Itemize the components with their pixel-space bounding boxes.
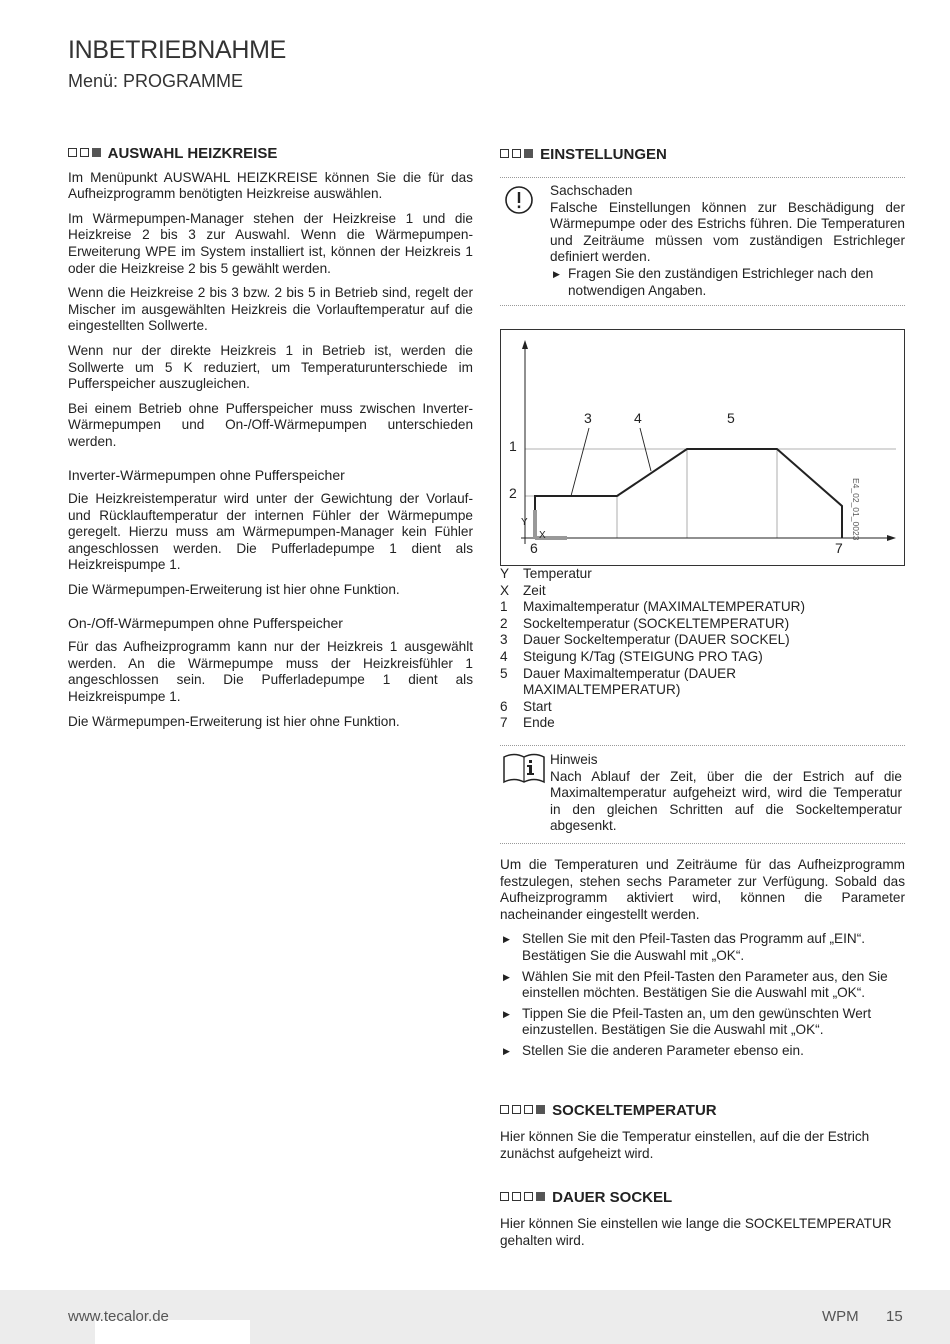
legend-item: 2 Sockeltemperatur (SOCKELTEMPERATUR) bbox=[500, 615, 790, 631]
paragraph: Die Heizkreistemperatur wird unter der Gewichtung der Vorlauf- und Rücklauftemperatur der internen Fühler der Wärmepumpe geregelt. Hierzu muss am Wärmepumpen-Manager kein Fühler angeschlossen werden. Die Pufferladepumpe 1 dient als Heizkreispumpe 1. bbox=[68, 491, 473, 573]
diagram-label-7: 7 bbox=[835, 540, 843, 556]
note-title: Hinweis bbox=[550, 752, 598, 767]
warning-text: Falsche Einstellungen können zur Beschädigung der Wärmepumpe oder des Estrichs führen. Die Temperaturen und Zeiträume müssen vom zuständigen Estrichleger definiert werden. bbox=[550, 199, 905, 265]
paragraph: Die Wärmepumpen-Erweiterung ist hier ohne Funktion. bbox=[68, 582, 400, 598]
paragraph: Die Wärmepumpen-Erweiterung ist hier ohne Funktion. bbox=[68, 713, 400, 729]
level-square-filled-icon bbox=[536, 1105, 545, 1114]
left-column bbox=[68, 146, 473, 738]
legend-item: 5 Dauer Maximaltemperatur (DAUER MAXIMALTEMPERATUR) bbox=[500, 665, 737, 698]
page-number: 15 bbox=[886, 1308, 903, 1325]
step-item: ▶ Wählen Sie mit den Pfeil-Tasten den Parameter aus, den Sie einstellen möchten. Bestätigen Sie die Auswahl mit „OK“. bbox=[500, 969, 905, 1002]
divider bbox=[500, 843, 905, 844]
level-square-icon bbox=[500, 149, 509, 158]
warning-box bbox=[550, 183, 905, 303]
divider bbox=[500, 177, 905, 178]
subheading-onoff: On-/Off-Wärmepumpen ohne Pufferspeicher bbox=[68, 614, 343, 631]
paragraph: Bei einem Betrieb ohne Pufferspeicher muss zwischen Inverter-Wärmepumpen und On-/Off-Wärmepumpen unterschieden werden. bbox=[68, 400, 473, 449]
divider bbox=[500, 745, 905, 746]
diagram-code: E4_02_01_0023 bbox=[851, 478, 861, 541]
diagram-label-6: 6 bbox=[530, 540, 538, 556]
section-heading-auswahl: AUSWAHL HEIZKREISE bbox=[68, 146, 473, 163]
step-item: ▶ Tippen Sie die Pfeil-Tasten an, um den gewünschten Wert einzustellen. Bestätigen Sie die Auswahl mit „OK“. bbox=[500, 1006, 905, 1039]
legend-item: 7 Ende bbox=[500, 715, 555, 731]
legend-item: 1 Maximaltemperatur (MAXIMALTEMPERATUR) bbox=[500, 599, 805, 615]
intro-paragraph: Um die Temperaturen und Zeiträume für das Aufheizprogramm festzulegen, stehen sechs Parameter zur Verfügung. Sobald das Aufheizprogramm aktiviert wird, können die Parameter nacheinander eingestellt werden. bbox=[500, 857, 905, 922]
info-book-icon bbox=[502, 751, 546, 785]
page-title: INBETRIEBNAHME bbox=[68, 36, 287, 64]
step-item: ▶ Stellen Sie die anderen Parameter ebenso ein. bbox=[500, 1043, 905, 1060]
diagram-label-5: 5 bbox=[727, 410, 735, 426]
heating-program-diagram bbox=[500, 329, 905, 566]
level-square-filled-icon bbox=[536, 1192, 545, 1201]
paragraph: Im Menüpunkt AUSWAHL HEIZKREISE können Sie die für das Aufheizprogramm benötigten Heizkreise auswählen. bbox=[68, 169, 473, 202]
level-square-icon bbox=[512, 1105, 521, 1114]
footer-product: WPM bbox=[822, 1308, 859, 1325]
diagram-label-4: 4 bbox=[634, 410, 642, 426]
legend-item: Y Temperatur bbox=[500, 566, 592, 581]
paragraph: Wenn die Heizkreise 2 bis 3 bzw. 2 bis 5 in Betrieb sind, regelt der Mischer im ausgewählten Heizkreis die Vorlauftemperatur auf die eingestellten Sollwerte. bbox=[68, 285, 473, 334]
level-square-icon bbox=[524, 1192, 533, 1201]
level-square-icon bbox=[512, 149, 521, 158]
dauer-text: Hier können Sie einstellen wie lange die SOCKELTEMPERATUR gehalten wird. bbox=[500, 1216, 892, 1248]
diagram-axis-x: X bbox=[539, 530, 546, 541]
section-heading-dauer-sockel: DAUER SOCKEL bbox=[500, 1189, 672, 1206]
steps-list bbox=[500, 931, 905, 1059]
step-item: ▶ Stellen Sie mit den Pfeil-Tasten das Programm auf „EIN“. Bestätigen Sie die Auswahl mit „OK“. bbox=[500, 931, 905, 964]
legend-item: 6 Start bbox=[500, 698, 552, 714]
footer-website: www.tecalor.de bbox=[68, 1308, 169, 1325]
paragraph: Im Wärmepumpen-Manager stehen der Heizkreise 1 und die Heizkreise 2 bis 3 zur Auswahl. Wenn die Wärmepumpen-Erweiterung WPE im System installiert ist, können der Heizkreis 1 oder die Heizkreise 2 bis 5 gewählt werden. bbox=[68, 210, 473, 276]
subheading-inverter: Inverter-Wärmepumpen ohne Pufferspeicher bbox=[68, 466, 345, 483]
level-square-icon bbox=[524, 1105, 533, 1114]
level-square-icon bbox=[68, 148, 77, 157]
legend-item: 4 Steigung K/Tag (STEIGUNG PRO TAG) bbox=[500, 648, 763, 664]
paragraph: Für das Aufheizprogramm kann nur der Heizkreis 1 ausgewählt werden. An die Wärmepumpe muss der Heizkreisfühler 1 angeschlossen sein. Die Pufferladepumpe 1 dient als Heizkreispumpe 1. bbox=[68, 639, 473, 705]
warning-bullet: ▶ Fragen Sie den zuständigen Estrichleger nach den notwendigen Angaben. bbox=[550, 266, 905, 299]
level-square-icon bbox=[80, 148, 89, 157]
level-square-icon bbox=[500, 1192, 509, 1201]
diagram-label-3: 3 bbox=[584, 410, 592, 426]
diagram-axis-y: Y bbox=[521, 517, 528, 528]
level-square-icon bbox=[500, 1105, 509, 1114]
warning-bullets bbox=[550, 266, 905, 299]
diagram-legend bbox=[500, 566, 905, 732]
level-square-icon bbox=[512, 1192, 521, 1201]
page-subtitle: Menü: PROGRAMME bbox=[68, 71, 244, 91]
sockel-text: Hier können Sie die Temperatur einstellen, auf die der Estrich zunächst aufgeheizt wird. bbox=[500, 1129, 870, 1161]
section-heading-einstellungen: EINSTELLUNGEN bbox=[500, 146, 667, 163]
diagram-label-1: 1 bbox=[509, 438, 517, 454]
legend-item: X Zeit bbox=[500, 582, 546, 598]
warning-title: Sachschaden bbox=[550, 183, 633, 198]
warning-icon bbox=[504, 185, 534, 215]
legend-item: 3 Dauer Sockeltemperatur (DAUER SOCKEL) bbox=[500, 632, 790, 648]
level-square-filled-icon bbox=[524, 149, 533, 158]
divider bbox=[500, 305, 905, 306]
diagram-label-2: 2 bbox=[509, 485, 517, 501]
note-text: Nach Ablauf der Zeit, über die der Estrich auf die Maximaltemperatur aufgeheizt wird, wird die Temperatur in den gleichen Schritten auf die Sockeltemperatur abgesenkt. bbox=[550, 768, 902, 834]
level-square-filled-icon bbox=[92, 148, 101, 157]
intro-block bbox=[500, 857, 905, 1064]
paragraph: Wenn nur der direkte Heizkreis 1 in Betrieb ist, werden die Sollwerte um 5 K reduziert, um Temperaturunterschiede im Pufferspeicher auszugleichen. bbox=[68, 342, 473, 392]
section-heading-sockeltemperatur: SOCKELTEMPERATUR bbox=[500, 1102, 717, 1119]
note-box bbox=[550, 752, 902, 835]
